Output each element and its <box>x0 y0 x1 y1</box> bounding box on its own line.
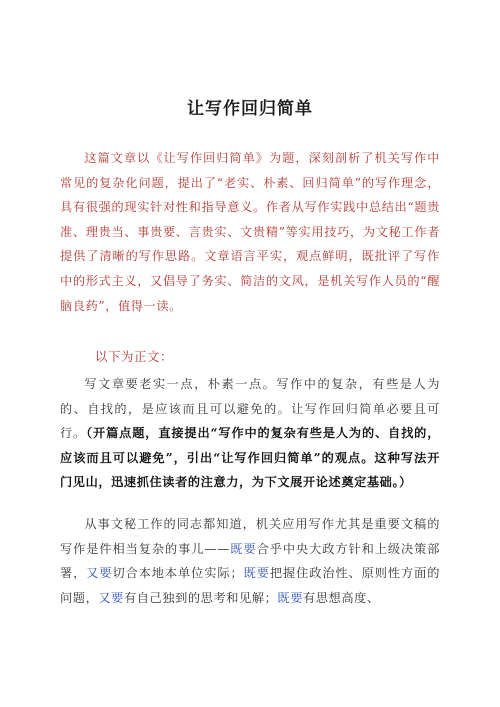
highlight-jiyao-3: 既要 <box>277 590 303 605</box>
abstract-paragraph: 这篇文章以《让写作回归简单》为题，深刻剖析了机关写作中常见的复杂化问题，提出了“老实、朴素、回归简单”的写作理念，具有很强的现实针对性和指导意义。作者从写作实践中总结出“题贵准、理贵当、事贵要、言贵实、文贵精”等实用技巧，为文秘工作者提供了清晰的写作思路。文章语言平实，观点鲜明，既批评了写作中的形式主义，又倡导了务实、简洁的文风，是机关写作人员的“醒脑良药”，值得一读。 <box>60 151 440 313</box>
paragraph-1-text: 写文章要老实一点，朴素一点。写作中的复杂，有些是人为的、自找的，是应该而且可以避免的。让写作回归简单必要且可行。 <box>60 377 440 441</box>
paragraph-1-annotation: （开篇点题，直接提出“写作中的复杂有些是人为的、自找的，应该而且可以避免”，引出“让写作回归简单”的观点。这种写法开门见山，迅速抓住读者的注意力，为下文展开论述奠定基础。） <box>60 426 440 490</box>
body-paragraph-1 <box>60 372 440 495</box>
paragraph-2-text-5: 有自己独到的思考和见解； <box>123 590 278 605</box>
paragraph-2-text-3: 切合本地本单位实际； <box>112 566 244 581</box>
paragraph-2-text-2: 合乎中央大政方针和上级决策部署， <box>60 541 440 581</box>
paragraph-2-text-4: 把握住政治性、原则性方面的问题， <box>60 566 441 605</box>
page-title: 让写作回归简单 <box>187 99 313 119</box>
paragraph-2-text-6: 有思想高度、 <box>302 590 380 605</box>
body-subheading: 以下为正文： <box>95 349 173 364</box>
body-paragraph-2 <box>60 512 440 610</box>
paragraph-2-text-1: 从事文秘工作的同志都知道，机关应用写作尤其是重要文稿的写作是件相当复杂的事儿—— <box>60 517 440 556</box>
highlight-youyao-1: 又要 <box>86 566 113 581</box>
highlight-jiyao-1: 既要 <box>229 541 257 556</box>
highlight-jiyao-2: 既要 <box>243 566 270 581</box>
highlight-youyao-2: 又要 <box>98 590 124 605</box>
